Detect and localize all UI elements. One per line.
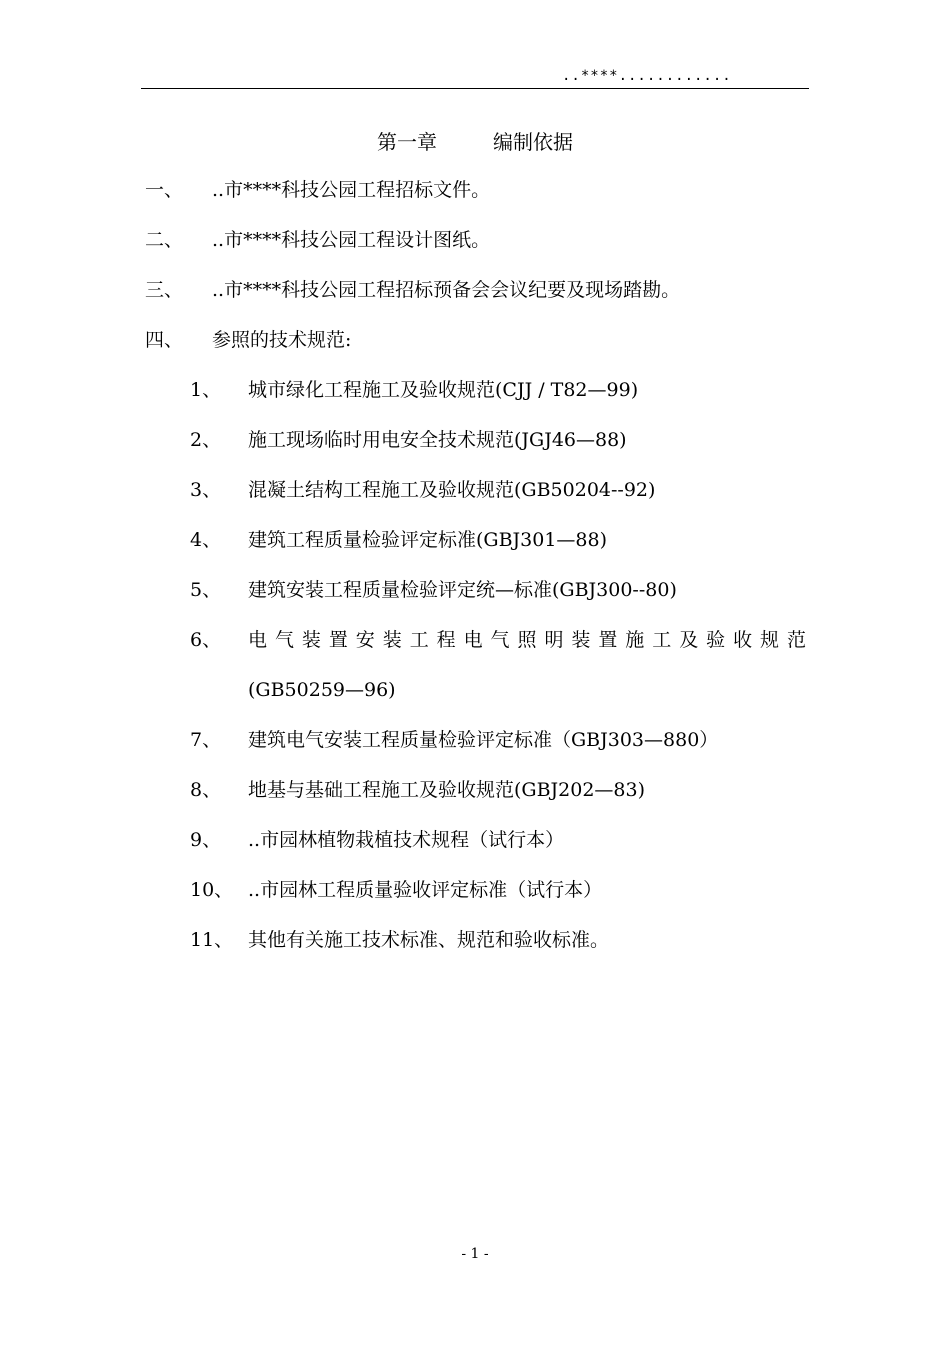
spec-text: 电气装置安装工程电气照明装置施工及验收规范	[248, 629, 806, 651]
section-text: ..市****科技公园工程设计图纸。	[212, 229, 491, 251]
section-number: 四、	[145, 329, 184, 351]
spec-number: 8、	[190, 779, 222, 801]
spec-number: 2、	[190, 429, 222, 451]
spec-text: 建筑安装工程质量检验评定统—标准(GBJ300--80)	[248, 579, 677, 601]
spec-number: 5、	[190, 579, 222, 601]
spec-number: 10、	[190, 879, 234, 901]
spec-number: 11、	[190, 929, 234, 951]
spec-text: 施工现场临时用电安全技术规范(JGJ46—88)	[248, 429, 627, 451]
header-rule	[141, 88, 809, 89]
spec-text: 城市绿化工程施工及验收规范(CJJ / T82—99)	[248, 379, 639, 401]
section-number: 一、	[145, 179, 184, 201]
spec-number: 4、	[190, 529, 222, 551]
chapter-title	[0, 126, 950, 155]
section-text: ..市****科技公园工程招标文件。	[212, 179, 491, 201]
spec-text: 建筑电气安装工程质量检验评定标准（GBJ303—880）	[248, 729, 719, 751]
spec-text: 建筑工程质量检验评定标准(GBJ301—88)	[248, 529, 608, 551]
spec-text: 其他有关施工技术标准、规范和验收标准。	[248, 929, 610, 951]
spec-text: 地基与基础工程施工及验收规范(GBJ202—83)	[248, 779, 646, 801]
spec-number: 9、	[190, 829, 222, 851]
spec-number: 7、	[190, 729, 222, 751]
spec-text: ..市园林植物栽植技术规程（试行本）	[248, 829, 565, 851]
spec-number: 6、	[190, 629, 222, 651]
spec-number: 1、	[190, 379, 222, 401]
chapter-number: 第一章	[377, 130, 437, 154]
spec-text-continuation: (GB50259—96)	[248, 679, 396, 701]
section-number: 二、	[145, 229, 184, 251]
spec-text: ..市园林工程质量验收评定标准（试行本）	[248, 879, 603, 901]
chapter-name: 编制依据	[493, 130, 573, 154]
section-number: 三、	[145, 279, 184, 301]
section-text: ..市****科技公园工程招标预备会会议纪要及现场踏勘。	[212, 279, 681, 301]
spec-number: 3、	[190, 479, 222, 501]
spec-text: 混凝土结构工程施工及验收规范(GB50204--92)	[248, 479, 656, 501]
page-header: ..****............	[562, 68, 732, 84]
section-text: 参照的技术规范:	[212, 329, 352, 351]
page-number: - 1 -	[461, 1246, 489, 1262]
